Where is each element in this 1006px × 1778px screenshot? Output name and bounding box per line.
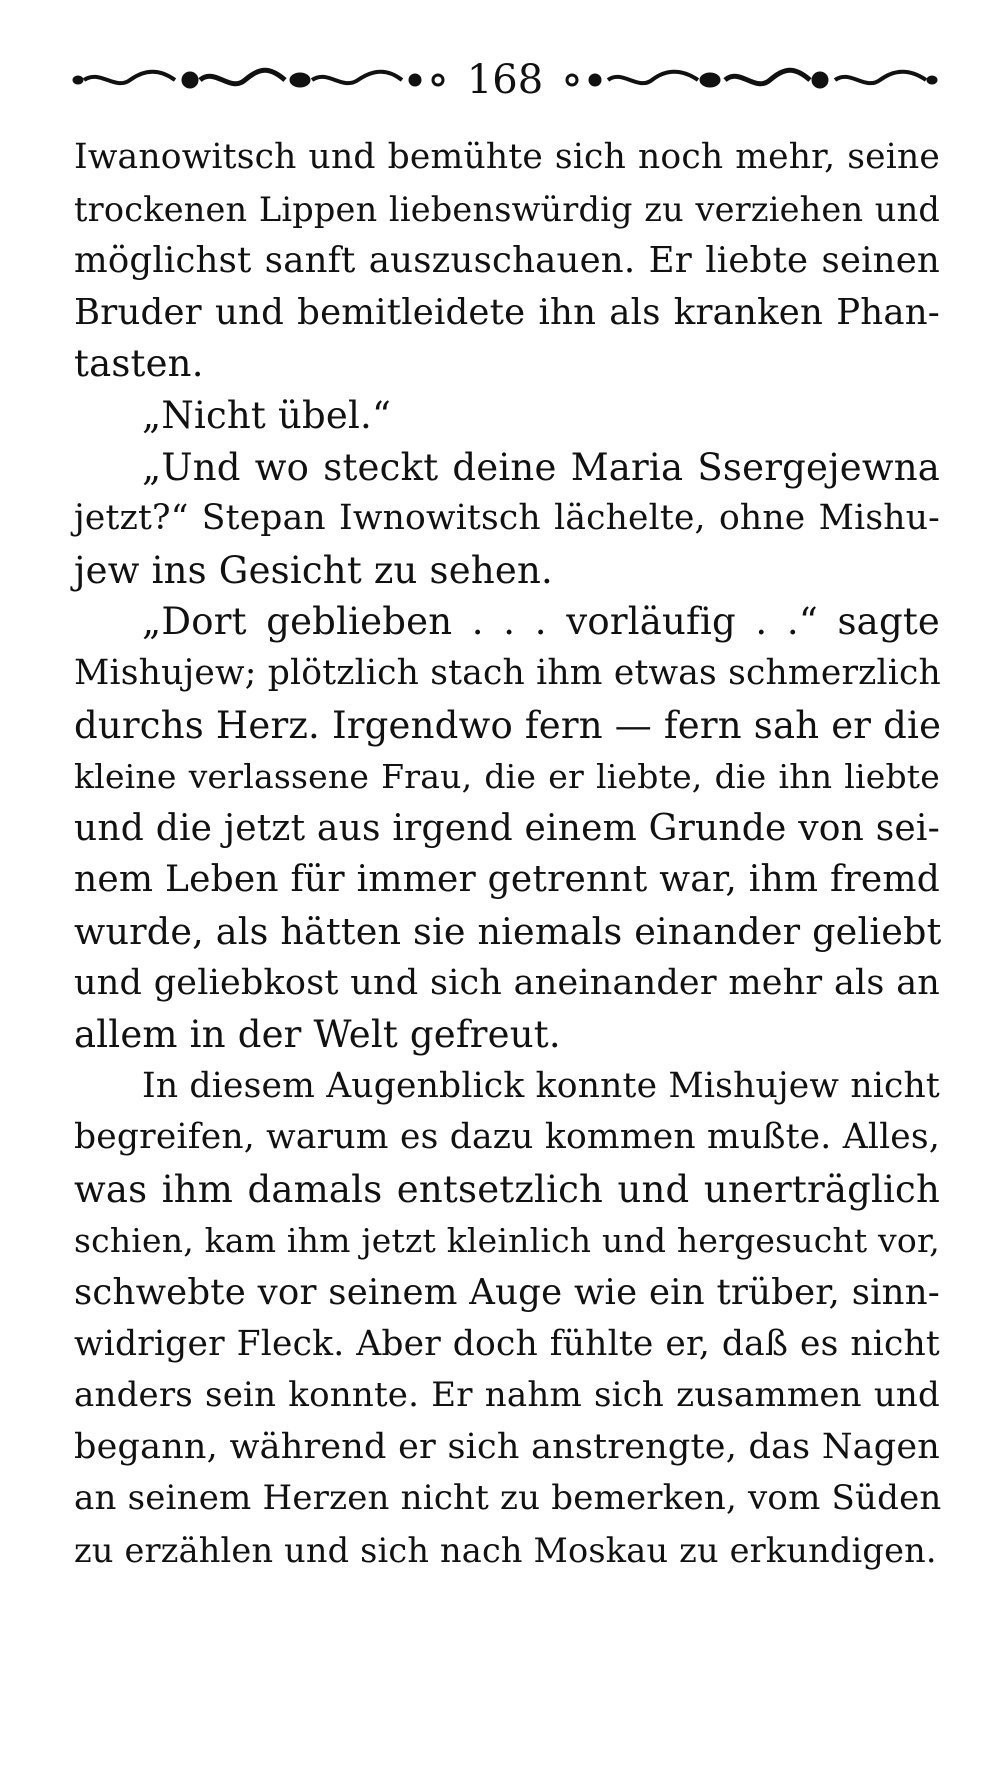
text-line: jew ins Gesicht zu sehen. [74, 548, 553, 592]
text-line: wurde, als hätten sie niemals einander geliebt [74, 909, 942, 953]
text-line: anders sein konnte. Er nahm sich zusammen und [74, 1375, 940, 1416]
page-header [70, 52, 940, 108]
text-line: was ihm damals entsetzlich und unerträglich [74, 1167, 940, 1211]
text-line: und geliebkost und sich aneinander mehr als an [74, 962, 940, 1003]
page-text [74, 132, 940, 1577]
text-line: zu erzählen und sich nach Moskau zu erkundigen. [74, 1531, 937, 1571]
text-line: „Nicht übel.“ [142, 393, 392, 437]
ornament-left-icon [70, 67, 450, 93]
text-line: allem in der Welt gefreut. [74, 1013, 561, 1057]
text-line: Bruder und bemitleidete ihn als kranken Phan- [74, 291, 940, 333]
text-line: und die jetzt aus irgend einem Grunde von sei- [74, 807, 940, 849]
text-line: Mishujew; plötzlich stach ihm etwas schmerzlich [74, 652, 941, 693]
text-line: widriger Fleck. Aber doch fühlte er, daß es nicht [74, 1323, 940, 1364]
text-line: durchs Herz. Irgendwo fern — fern sah er die [74, 703, 942, 747]
text-line: „Dort geblieben . . . vorläufig . .“ sagte [142, 600, 940, 644]
text-line: begreifen, warum es dazu kommen mußte. Alles, [74, 1117, 940, 1158]
text-line: nem Leben für immer getrennt war, ihm fremd [74, 859, 940, 901]
text-line: jetzt?“ Stepan Iwnowitsch lächelte, ohne Mishu- [74, 498, 940, 539]
text-line: möglichst sanft auszuschauen. Er liebte seinen [74, 240, 940, 282]
text-line: tasten. [74, 342, 204, 386]
text-line: an seinem Herzen nicht zu bemerken, vom Süden [74, 1478, 942, 1519]
text-line: begann, während er sich anstrengte, das Nagen [74, 1426, 940, 1467]
page-number: 168 [466, 57, 544, 103]
text-line: schwebte vor seinem Auge wie ein trüber, sinn- [74, 1272, 940, 1314]
text-line: trockenen Lippen liebenswürdig zu verziehen und [74, 189, 940, 229]
text-line: Iwanowitsch und bemühte sich noch mehr, seine [74, 137, 940, 177]
text-line: kleine verlassene Frau, die er liebte, die ihn liebte [74, 757, 940, 797]
text-line: „Und wo steckt deine Maria Ssergejewna [142, 445, 940, 489]
text-line: In diesem Augenblick konnte Mishujew nicht [142, 1065, 940, 1106]
ornament-right-icon [560, 67, 940, 93]
text-line: schien, kam ihm jetzt kleinlich und hergesucht vor, [74, 1221, 940, 1261]
